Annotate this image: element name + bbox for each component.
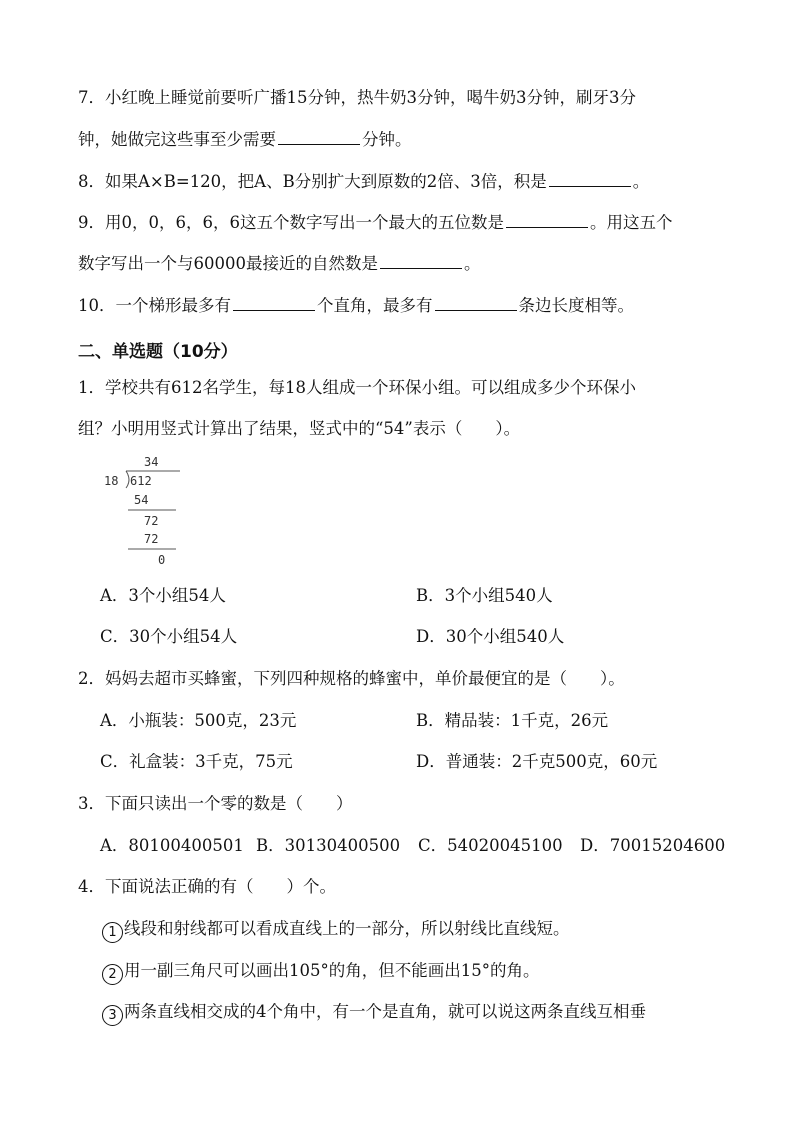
q1-stem-line-1: 1．学校共有612名学生，每18人组成一个环保小组。可以组成多少个环保小 — [78, 378, 636, 397]
q4-statement-3 — [102, 1001, 646, 1026]
circled-number-1: 1 — [102, 922, 123, 943]
division-step-3: 72 — [144, 532, 159, 546]
answer-blank[interactable] — [549, 170, 631, 187]
q3-stem: 3．下面只读出一个零的数是（ ） — [78, 794, 353, 813]
division-step-2: 72 — [144, 514, 159, 528]
q9-text2-pre: 数字写出一个与60000最接近的自然数是 — [78, 254, 378, 273]
question-10 — [78, 294, 634, 317]
q7-text-post: 分钟。 — [362, 130, 412, 149]
q7-text-pre: 钟，她做完这些事至少需要 — [78, 130, 276, 149]
q4-statement-2 — [102, 960, 540, 985]
answer-blank[interactable] — [233, 294, 315, 311]
q2-option-c[interactable]: C．礼盒装：3千克，75元 — [100, 752, 293, 771]
q3-option-a[interactable]: A．80100400501 — [100, 836, 244, 855]
division-step-1: 54 — [134, 493, 149, 507]
q2-option-a[interactable]: A．小瓶装：500克，23元 — [100, 711, 297, 730]
q9-text-pre: 9．用0，0，6，6，6这五个数字写出一个最大的五位数是 — [78, 213, 504, 232]
q4-statement-text: 两条直线相交成的4个角中，有一个是直角，就可以说这两条直线互相垂 — [124, 1002, 646, 1021]
q10-text-post: 条边长度相等。 — [518, 296, 634, 315]
q4-stem: 4．下面说法正确的有（ ）个。 — [78, 877, 336, 896]
long-division-figure — [100, 452, 190, 572]
q10-text-pre: 10．一个梯形最多有 — [78, 296, 231, 315]
division-divisor: 18 — [104, 474, 119, 488]
q9-text2-post: 。 — [464, 254, 481, 273]
question-9-line-2 — [78, 252, 481, 275]
circled-number-2: 2 — [102, 964, 123, 985]
q2-option-d[interactable]: D．普通装：2千克500克，60元 — [416, 752, 658, 771]
q3-option-d[interactable]: D．70015204600 — [580, 836, 726, 855]
q2-option-b[interactable]: B．精品装：1千克，26元 — [416, 711, 609, 730]
q8-text-post: 。 — [632, 172, 650, 191]
division-dividend: 612 — [130, 474, 152, 488]
q4-statement-text: 用一副三角尺可以画出105°的角，但不能画出15°的角。 — [124, 961, 540, 980]
q1-option-b[interactable]: B．3个小组540人 — [416, 586, 553, 605]
answer-blank[interactable] — [380, 252, 462, 269]
question-8 — [78, 170, 649, 193]
q3-option-b[interactable]: B．30130400500 — [256, 836, 401, 855]
q8-text-pre: 8．如果A×B=120，把A、B分别扩大到原数的2倍、3倍，积是 — [78, 172, 547, 191]
q1-option-d[interactable]: D．30个小组540人 — [416, 627, 565, 646]
q3-option-c[interactable]: C．54020045100 — [418, 836, 563, 855]
answer-blank[interactable] — [278, 128, 360, 145]
q1-option-a[interactable]: A．3个小组54人 — [100, 586, 226, 605]
section-title: 二、单选题（10分） — [78, 342, 238, 362]
q10-text-mid: 个直角，最多有 — [317, 296, 433, 315]
q2-stem: 2．妈妈去超市买蜂蜜，下列四种规格的蜂蜜中，单价最便宜的是（ ）。 — [78, 669, 625, 688]
q4-statement-text: 线段和射线都可以看成直线上的一部分，所以射线比直线短。 — [124, 919, 570, 938]
circled-number-3: 3 — [102, 1005, 123, 1026]
question-7-line-2 — [78, 128, 412, 151]
division-quotient: 34 — [144, 455, 159, 469]
question-9-line-1 — [78, 211, 673, 234]
q4-statement-1 — [102, 918, 570, 943]
q1-option-c[interactable]: C．30个小组54人 — [100, 627, 238, 646]
q9-text-post: 。用这五个 — [590, 213, 673, 232]
q1-stem-line-2: 组？小明用竖式计算出了结果，竖式中的“54”表示（ ）。 — [78, 419, 521, 438]
answer-blank[interactable] — [506, 211, 588, 228]
question-7-line-1: 7．小红晚上睡觉前要听广播15分钟，热牛奶3分钟，喝牛奶3分钟，刷牙3分 — [78, 88, 636, 107]
answer-blank[interactable] — [435, 294, 517, 311]
division-remainder: 0 — [158, 553, 166, 567]
